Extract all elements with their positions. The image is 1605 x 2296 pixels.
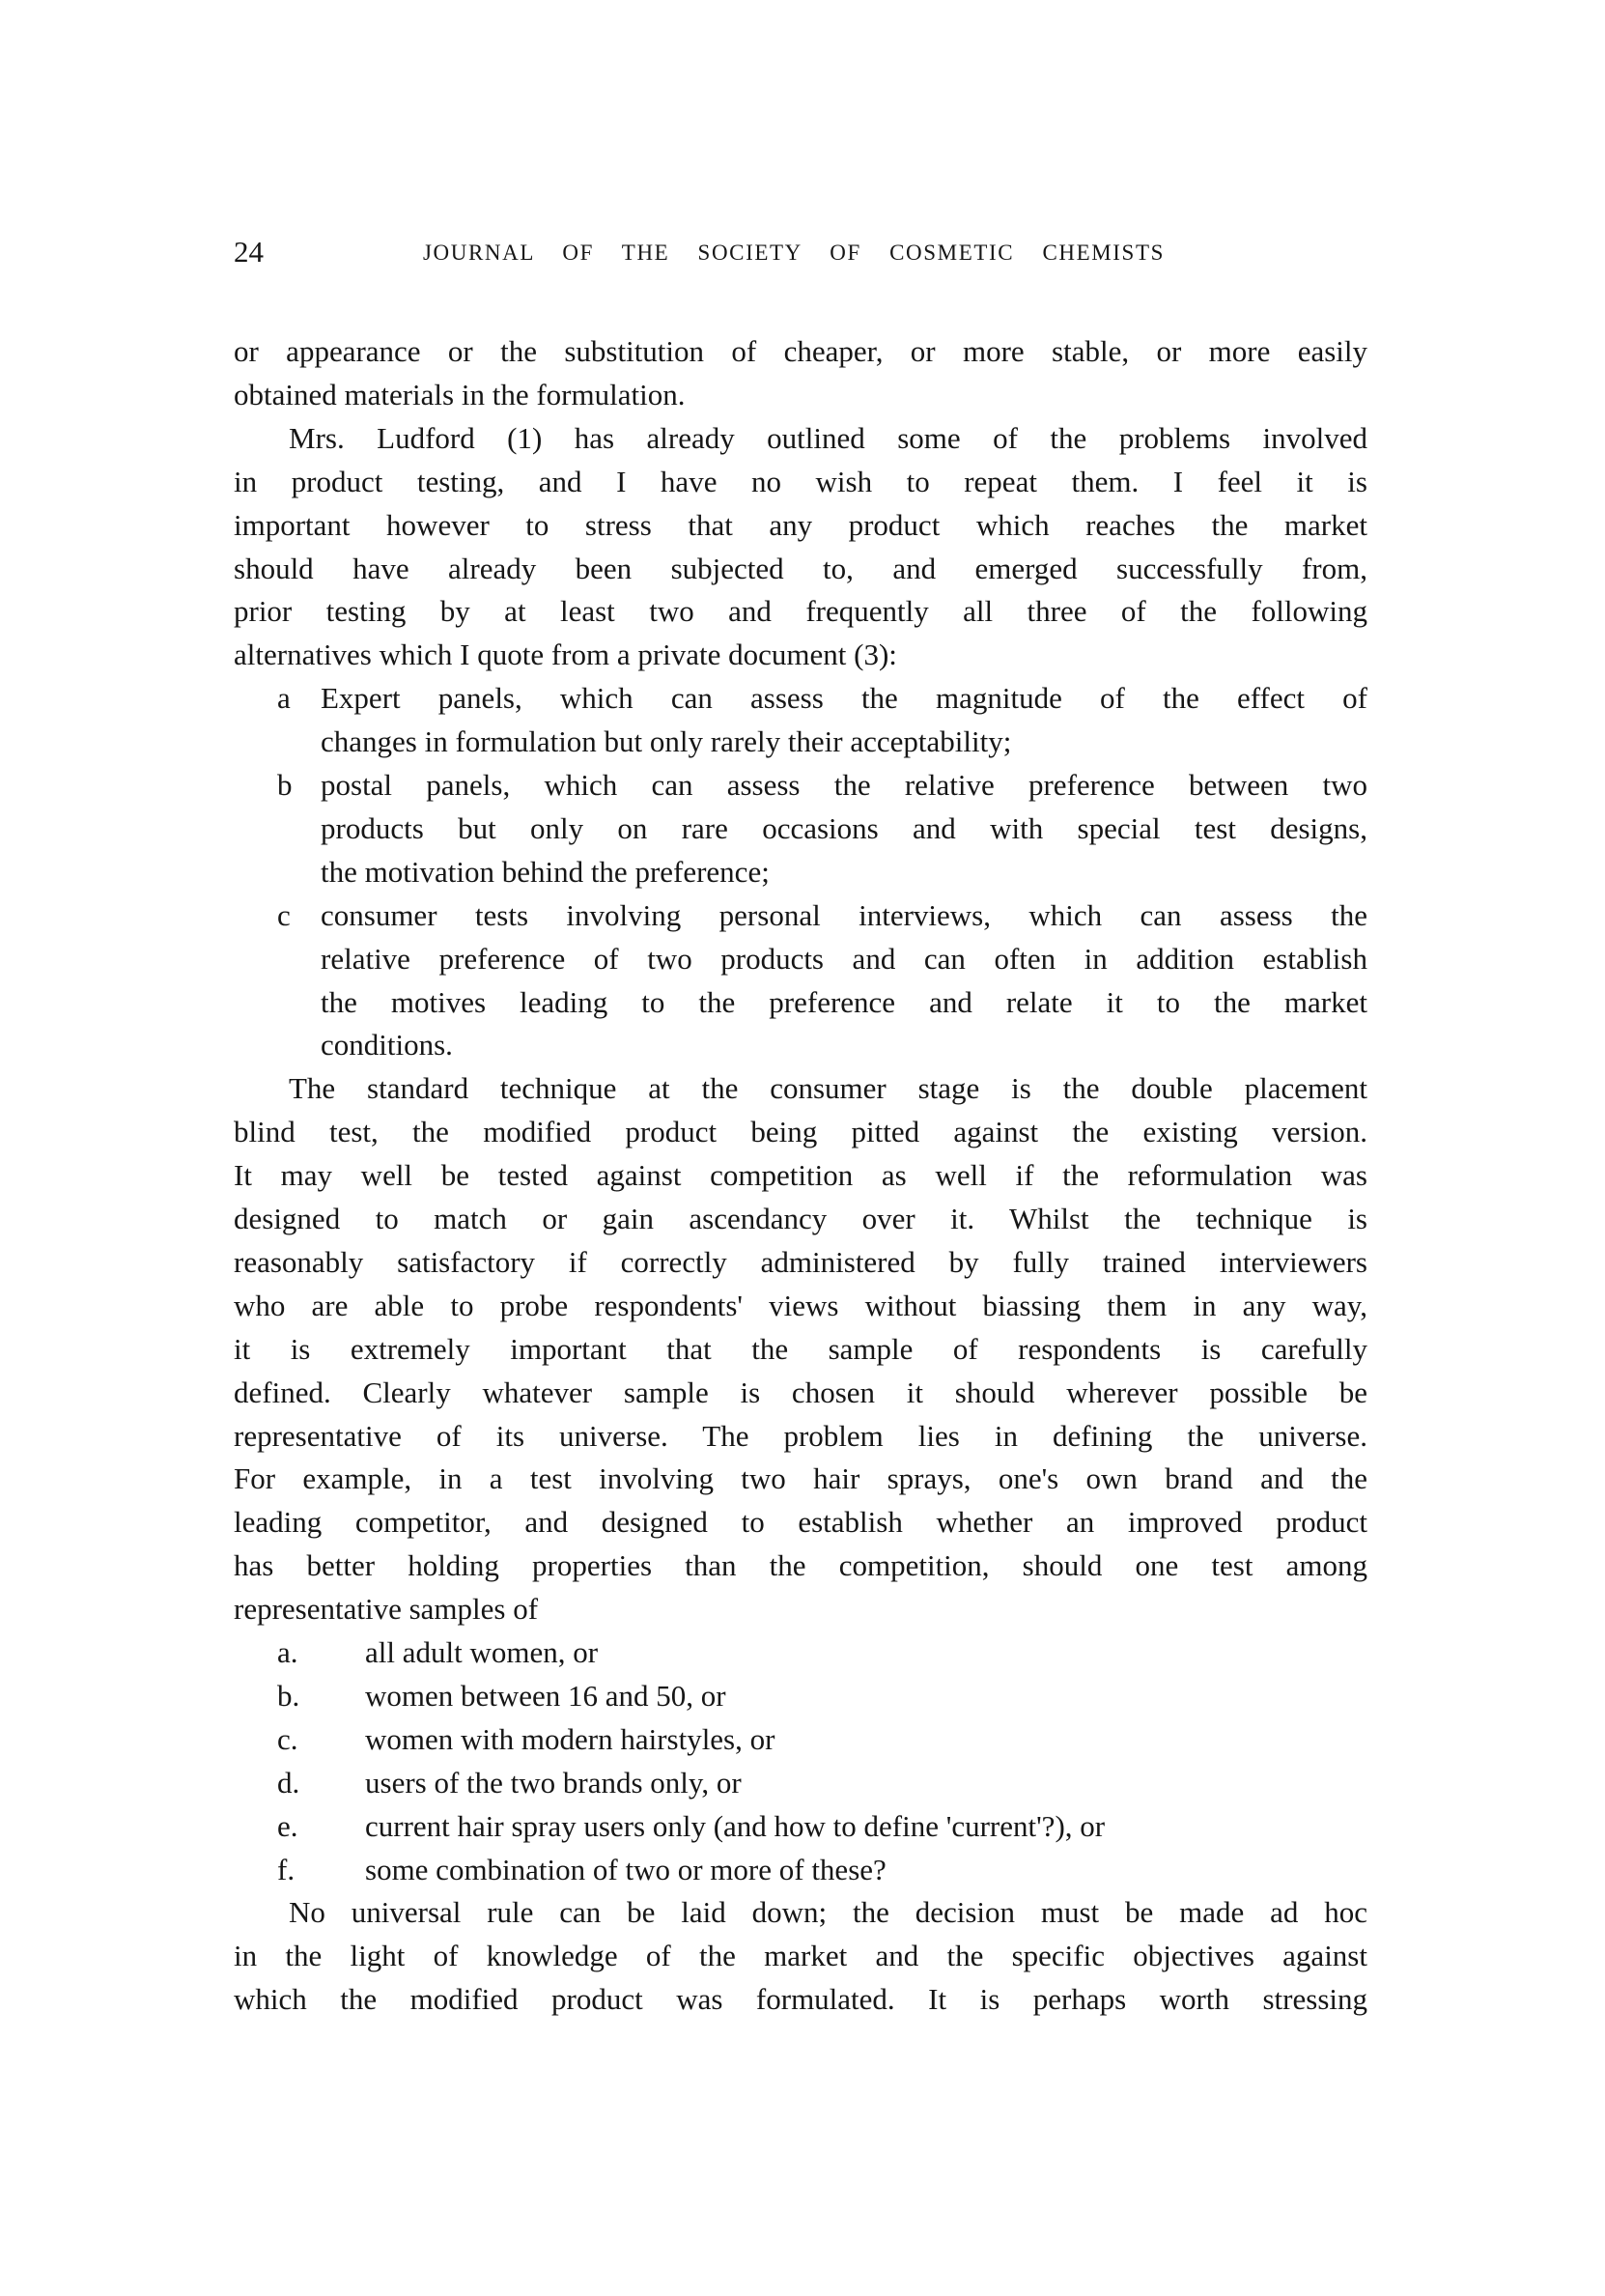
text-line: For example, in a test involving two hair sprays, one's own brand and the: [234, 1461, 1367, 1496]
text-line: which the modified product was formulated. It is perhaps worth stressing: [234, 1982, 1367, 2017]
list-item-label: a: [277, 681, 291, 716]
text-line: should have already been subjected to, and emerged successfully from,: [234, 551, 1367, 585]
list-item-text: users of the two brands only, or: [365, 1765, 742, 1800]
list-item-text: postal panels, which can assess the relative preference between two: [321, 768, 1367, 802]
list-item-text: consumer tests involving personal interviews, which can assess the: [321, 897, 1367, 932]
text-line: in the light of knowledge of the market and the specific objectives against: [234, 1939, 1367, 1973]
text-line: has better holding properties than the competition, should one test among: [234, 1548, 1367, 1583]
list-item-label: e.: [277, 1808, 298, 1843]
text-line: prior testing by at least two and frequently all three of the following: [234, 594, 1367, 629]
list-item-label: b: [277, 768, 293, 802]
text-line: or appearance or the substitution of cheaper, or more stable, or more easily: [234, 334, 1367, 368]
text-line: defined. Clearly whatever sample is chosen it should wherever possible be: [234, 1375, 1367, 1409]
list-item-text: relative preference of two products and can often in addition establish: [321, 941, 1367, 976]
list-item-text: all adult women, or: [365, 1635, 599, 1669]
text-line: alternatives which I quote from a private document (3):: [234, 638, 897, 672]
text-line: who are able to probe respondents' views without biassing them in any way,: [234, 1288, 1367, 1322]
text-line: The standard technique at the consumer stage is the double placement: [289, 1071, 1367, 1106]
text-line: it is extremely important that the sample of respondents is carefully: [234, 1331, 1367, 1366]
text-line: Mrs. Ludford (1) has already outlined some of the problems involved: [289, 420, 1367, 455]
text-line: It may well be tested against competition as well if the reformulation was: [234, 1158, 1367, 1193]
text-line: blind test, the modified product being pitted against the existing version.: [234, 1115, 1367, 1149]
text-line: obtained materials in the formulation.: [234, 377, 686, 411]
list-item-text: women with modern hairstyles, or: [365, 1721, 775, 1756]
list-item-text: changes in formulation but only rarely their acceptability;: [321, 724, 1012, 759]
list-item-label: b.: [277, 1678, 300, 1713]
text-line: designed to match or gain ascendancy over it. Whilst the technique is: [234, 1202, 1367, 1235]
text-line: representative samples of: [234, 1592, 539, 1627]
list-item-text: some combination of two or more of these?: [365, 1852, 887, 1886]
list-item-text: conditions.: [321, 1028, 453, 1063]
text-line: important however to stress that any product which reaches the market: [234, 507, 1367, 542]
running-header: JOURNAL OF THE SOCIETY OF COSMETIC CHEMISTS: [423, 241, 1165, 265]
list-item-text: the motivation behind the preference;: [321, 854, 770, 889]
list-item-text: products but only on rare occasions and with special test designs,: [321, 810, 1367, 845]
list-item-text: current hair spray users only (and how to define 'current'?), or: [365, 1808, 1106, 1843]
list-item-label: c: [277, 897, 291, 932]
list-item-text: Expert panels, which can assess the magnitude of the effect of: [321, 681, 1367, 716]
list-item-text: women between 16 and 50, or: [365, 1678, 726, 1713]
list-item-label: f.: [277, 1852, 296, 1886]
list-item-text: the motives leading to the preference and relate it to the market: [321, 984, 1367, 1019]
text-line: No universal rule can be laid down; the decision must be made ad hoc: [289, 1895, 1367, 1930]
text-line: leading competitor, and designed to establish whether an improved product: [234, 1505, 1367, 1540]
list-item-label: c.: [277, 1721, 298, 1756]
list-item-label: a.: [277, 1635, 298, 1669]
text-line: in product testing, and I have no wish to repeat them. I feel it is: [234, 464, 1367, 498]
list-item-label: d.: [277, 1765, 300, 1800]
text-line: representative of its universe. The problem lies in defining the universe.: [234, 1418, 1367, 1453]
page-number: 24: [234, 235, 264, 269]
text-line: reasonably satisfactory if correctly administered by fully trained interviewers: [234, 1244, 1367, 1279]
